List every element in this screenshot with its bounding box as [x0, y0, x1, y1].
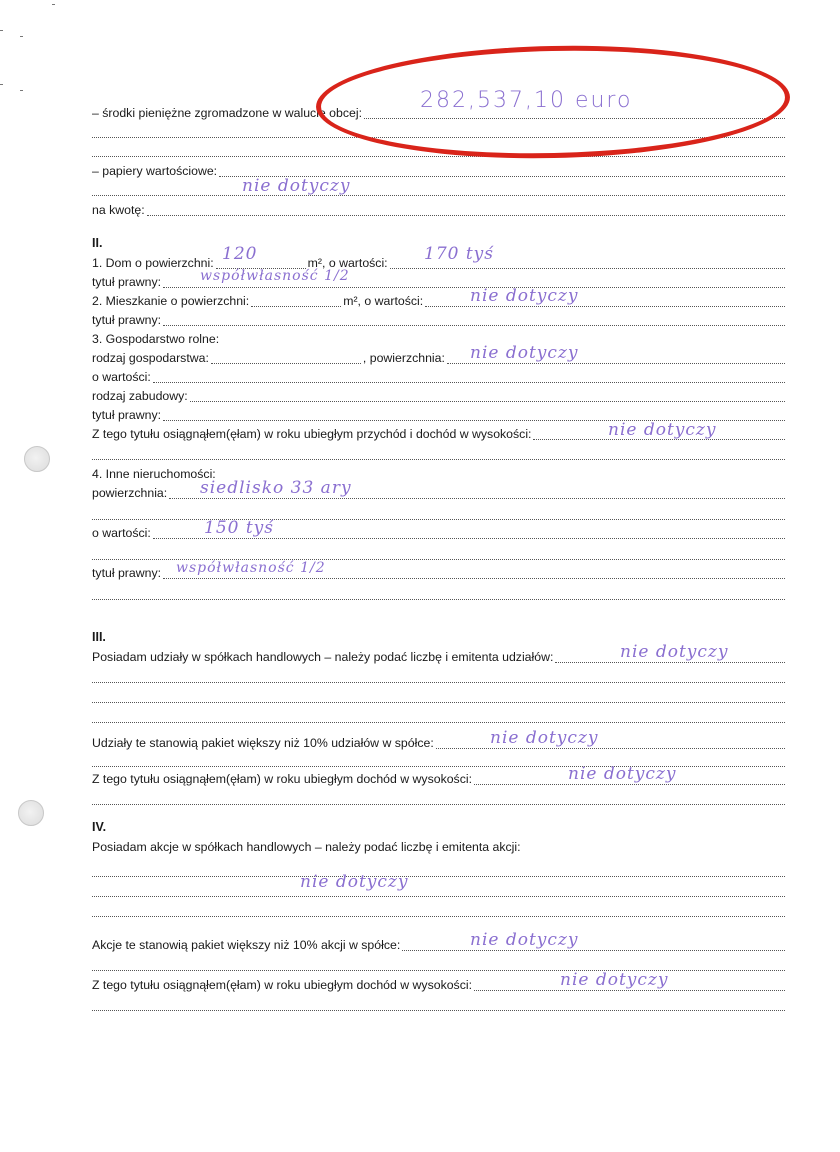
dotted-line [92, 183, 785, 196]
farm-buildings-row [92, 387, 785, 405]
stocks-income-label: Z tego tytułu osiągnąłem(ęłam) w roku ubiegłym dochód w wysokości: [92, 978, 473, 992]
blank-row [92, 862, 785, 880]
apartment-label: 2. Mieszkanie o powierzchni: [92, 294, 250, 308]
blank-row [92, 668, 785, 686]
house-unit-label: m², o wartości: [307, 256, 388, 270]
house-area: 120 [222, 244, 258, 264]
dotted-line [153, 370, 785, 383]
shares-income-row [92, 770, 785, 788]
shares-over10-value: nie dotyczy [490, 728, 599, 748]
shares-income-label: Z tego tytułu osiągnąłem(ęłam) w roku ubiegłym dochód w wysokości: [92, 772, 473, 786]
farm-value-row [92, 368, 785, 386]
dotted-line [92, 904, 785, 917]
amount-label: na kwotę: [92, 203, 145, 217]
stocks-over10-label: Akcje te stanowią pakiet większy niż 10% akcji w spółce: [92, 938, 401, 952]
blank-row [92, 790, 785, 808]
dotted-line [211, 351, 361, 364]
farm-value-label: o wartości: [92, 370, 151, 384]
title-label: tytuł prawny: [92, 313, 162, 327]
farm-type-label: rodzaj gospodarstwa: [92, 351, 209, 365]
title-label: tytuł prawny: [92, 408, 162, 422]
other-title: współwłasność 1/2 [176, 560, 326, 576]
blank-row [92, 505, 785, 523]
apartment-row [92, 292, 785, 310]
scan-speck [52, 4, 55, 5]
blank-row [92, 752, 785, 770]
blank-row [92, 956, 785, 974]
other-value-label: o wartości: [92, 526, 151, 540]
stocks-income-row [92, 976, 785, 994]
farm-income-label: Z tego tytułu osiągnąłem(ęłam) w roku ubiegłym przychód i dochód w wysokości: [92, 427, 532, 441]
blank-row [92, 445, 785, 463]
farm-area-label: , powierzchnia: [362, 351, 445, 365]
scan-speck [20, 36, 23, 37]
apartment-title-row [92, 311, 785, 329]
dotted-line [402, 938, 785, 951]
shares-over10-label: Udziały te stanowią pakiet większy niż 10% udziałów w spółce: [92, 736, 434, 750]
blank-row [92, 688, 785, 706]
blank-row [92, 902, 785, 920]
farm-type-row [92, 349, 785, 367]
blank-row [92, 585, 785, 603]
scan-speck [0, 30, 3, 31]
shares-over10-row [92, 734, 785, 752]
blank-row [92, 882, 785, 900]
dotted-line [190, 389, 785, 402]
farm-row [92, 330, 785, 348]
stocks-label: Posiadam akcje w spółkach handlowych – należy podać liczbę i emitenta akcji: [92, 840, 521, 854]
section-heading-iv: IV. [92, 820, 107, 834]
blank-row [92, 181, 785, 199]
dotted-line [92, 690, 785, 703]
apartment-value: nie dotyczy [470, 286, 579, 306]
stocks-over10-row [92, 936, 785, 954]
shares-value: nie dotyczy [620, 642, 729, 662]
title-label: tytuł prawny: [92, 275, 162, 289]
apartment-unit-label: m², o wartości: [343, 294, 424, 308]
house-label: 1. Dom o powierzchni: [92, 256, 214, 270]
farm-label: 3. Gospodarstwo rolne: [92, 332, 220, 346]
farm-area: nie dotyczy [470, 343, 579, 363]
dotted-line [163, 313, 785, 326]
dotted-line [92, 754, 785, 767]
dotted-line [251, 294, 341, 307]
dotted-line [92, 884, 785, 897]
blank-row [92, 996, 785, 1014]
farm-income: nie dotyczy [608, 420, 717, 440]
dotted-line [92, 864, 785, 877]
house-title: współwłasność 1/2 [200, 268, 350, 284]
other-area-row [92, 484, 785, 502]
dotted-line [92, 792, 785, 805]
foreign-currency-value: 282,537,10 euro [420, 88, 633, 113]
stocks-income-value: nie dotyczy [560, 970, 669, 990]
farm-buildings-label: rodzaj zabudowy: [92, 389, 188, 403]
dotted-line [436, 736, 785, 749]
other-area: siedlisko 33 ary [200, 478, 352, 498]
stocks-row [92, 838, 785, 856]
foreign-currency-label: – środki pieniężne zgromadzone w walucie obcej: [92, 106, 362, 120]
dotted-line [92, 547, 785, 560]
section-heading-iii: III. [92, 630, 106, 644]
other-value: 150 tyś [204, 518, 275, 538]
dotted-line [147, 203, 785, 216]
scan-speck [0, 84, 3, 85]
securities-row [92, 162, 785, 180]
dotted-line [92, 958, 785, 971]
shares-income-value: nie dotyczy [568, 764, 677, 784]
house-value: 170 tyś [424, 244, 495, 264]
securities-value: nie dotyczy [242, 176, 351, 196]
shares-label: Posiadam udziały w spółkach handlowych – należy podać liczbę i emitenta udziałów: [92, 650, 554, 664]
dotted-line [92, 447, 785, 460]
other-property-row [92, 465, 785, 483]
dotted-line [92, 587, 785, 600]
scan-speck [20, 90, 23, 91]
dotted-line [92, 670, 785, 683]
dotted-line [92, 507, 785, 520]
title-label: tytuł prawny: [92, 566, 162, 580]
stocks-value: nie dotyczy [300, 872, 409, 892]
other-area-label: powierzchnia: [92, 486, 168, 500]
securities-amount-row [92, 201, 785, 219]
other-value-row [92, 524, 785, 542]
stocks-over10-value: nie dotyczy [470, 930, 579, 950]
dotted-line [92, 998, 785, 1011]
section-heading-ii: II. [92, 236, 103, 250]
hole-punch [18, 800, 44, 826]
hole-punch [24, 446, 50, 472]
other-property-label: 4. Inne nieruchomości: [92, 467, 216, 481]
dotted-line [92, 710, 785, 723]
house-title-row [92, 273, 785, 291]
securities-label: – papiery wartościowe: [92, 164, 218, 178]
blank-row [92, 708, 785, 726]
